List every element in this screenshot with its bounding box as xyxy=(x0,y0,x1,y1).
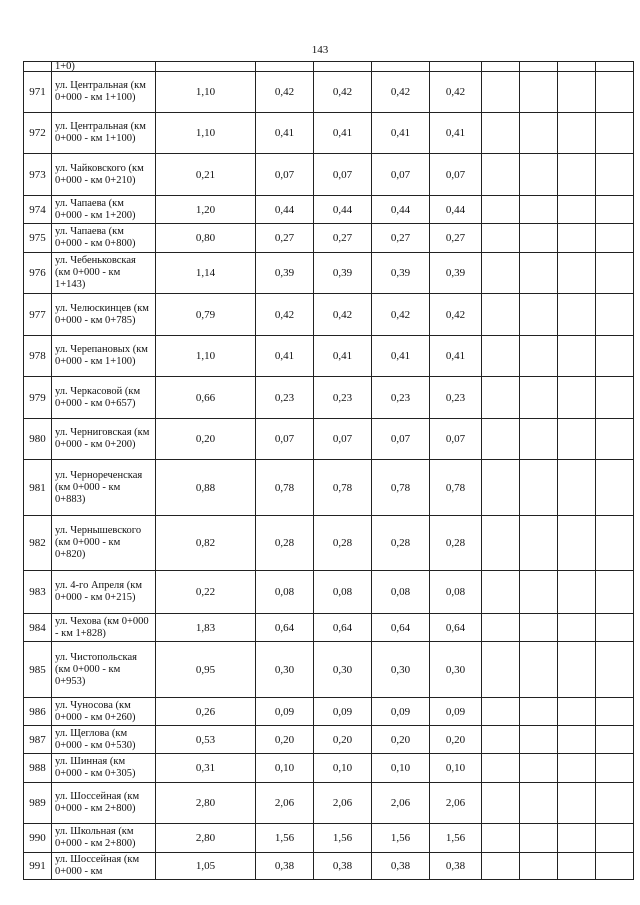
empty-cell xyxy=(482,377,520,419)
row-number: 990 xyxy=(24,824,52,853)
empty-cell xyxy=(596,419,634,460)
value-cell: 0,07 xyxy=(314,419,372,460)
value-cell: 0,41 xyxy=(372,336,430,377)
length-value: 0,66 xyxy=(156,377,256,419)
row-number: 976 xyxy=(24,253,52,294)
length-value: 1,14 xyxy=(156,253,256,294)
value-cell: 0,28 xyxy=(430,516,482,571)
value-cell: 2,06 xyxy=(314,783,372,824)
value-cell: 0,42 xyxy=(372,294,430,336)
value-cell: 1,56 xyxy=(314,824,372,853)
table-row xyxy=(24,377,634,419)
empty-cell xyxy=(520,726,558,754)
table-row xyxy=(24,824,634,853)
table-row xyxy=(24,253,634,294)
row-number: 975 xyxy=(24,224,52,253)
empty-cell xyxy=(596,824,634,853)
empty-cell xyxy=(482,571,520,614)
empty-cell xyxy=(558,72,596,113)
row-number: 978 xyxy=(24,336,52,377)
value-cell: 0,27 xyxy=(430,224,482,253)
row-number: 972 xyxy=(24,113,52,154)
empty-cell xyxy=(482,419,520,460)
table-cell xyxy=(314,62,372,72)
page-number: 143 xyxy=(311,44,329,56)
street-name: ул. Чапаева (км 0+000 - км 1+200) xyxy=(52,196,156,224)
empty-cell xyxy=(558,460,596,516)
length-value: 1,10 xyxy=(156,113,256,154)
value-cell: 0,30 xyxy=(314,642,372,698)
empty-cell xyxy=(596,294,634,336)
value-cell: 0,42 xyxy=(256,72,314,113)
value-cell: 0,30 xyxy=(430,642,482,698)
value-cell: 0,23 xyxy=(256,377,314,419)
empty-cell xyxy=(520,154,558,196)
length-value: 2,80 xyxy=(156,783,256,824)
table-row xyxy=(24,419,634,460)
value-cell: 0,38 xyxy=(256,853,314,880)
value-cell: 0,20 xyxy=(430,726,482,754)
row-number: 979 xyxy=(24,377,52,419)
street-name: ул. Чернышевского (км 0+000 - км 0+820) xyxy=(52,516,156,571)
empty-cell xyxy=(482,253,520,294)
table-row xyxy=(24,113,634,154)
empty-cell xyxy=(520,783,558,824)
value-cell: 0,39 xyxy=(314,253,372,294)
value-cell: 0,38 xyxy=(372,853,430,880)
table-cell xyxy=(558,62,596,72)
street-name: ул. Чехова (км 0+000 - км 1+828) xyxy=(52,614,156,642)
table-row xyxy=(24,196,634,224)
table-row xyxy=(24,571,634,614)
length-value: 1,20 xyxy=(156,196,256,224)
table-row xyxy=(24,460,634,516)
row-number: 991 xyxy=(24,853,52,880)
empty-cell xyxy=(596,113,634,154)
street-name: ул. Чапаева (км 0+000 - км 0+800) xyxy=(52,224,156,253)
empty-cell xyxy=(596,783,634,824)
length-value: 0,26 xyxy=(156,698,256,726)
empty-cell xyxy=(558,516,596,571)
row-number: 989 xyxy=(24,783,52,824)
value-cell: 0,07 xyxy=(430,154,482,196)
length-value: 0,21 xyxy=(156,154,256,196)
street-name: ул. Шоссейная (км 0+000 - км 2+800) xyxy=(52,783,156,824)
street-name: ул. Чайковского (км 0+000 - км 0+210) xyxy=(52,154,156,196)
street-name: ул. Шоссейная (км 0+000 - км xyxy=(52,853,156,880)
empty-cell xyxy=(558,377,596,419)
value-cell: 0,07 xyxy=(256,419,314,460)
value-cell: 0,10 xyxy=(314,754,372,783)
row-number: 983 xyxy=(24,571,52,614)
empty-cell xyxy=(520,516,558,571)
row-number: 980 xyxy=(24,419,52,460)
length-value: 1,10 xyxy=(156,336,256,377)
value-cell: 2,06 xyxy=(430,783,482,824)
value-cell: 0,44 xyxy=(430,196,482,224)
empty-cell xyxy=(596,571,634,614)
empty-cell xyxy=(520,419,558,460)
value-cell: 0,23 xyxy=(314,377,372,419)
empty-cell xyxy=(520,294,558,336)
table-row xyxy=(24,72,634,113)
value-cell: 0,41 xyxy=(314,336,372,377)
value-cell: 0,44 xyxy=(314,196,372,224)
value-cell: 0,28 xyxy=(372,516,430,571)
empty-cell xyxy=(482,224,520,253)
value-cell: 0,42 xyxy=(430,294,482,336)
empty-cell xyxy=(596,460,634,516)
value-cell: 0,08 xyxy=(256,571,314,614)
value-cell: 0,38 xyxy=(314,853,372,880)
value-cell: 0,42 xyxy=(256,294,314,336)
table-cell xyxy=(596,62,634,72)
value-cell: 0,20 xyxy=(314,726,372,754)
table-row xyxy=(24,853,634,880)
value-cell: 0,39 xyxy=(372,253,430,294)
value-cell: 0,42 xyxy=(314,294,372,336)
street-name: ул. Чистопольская (км 0+000 - км 0+953) xyxy=(52,642,156,698)
value-cell: 0,41 xyxy=(256,336,314,377)
value-cell: 0,41 xyxy=(430,113,482,154)
value-cell: 0,07 xyxy=(430,419,482,460)
empty-cell xyxy=(482,698,520,726)
value-cell: 0,08 xyxy=(372,571,430,614)
street-name: ул. Черкасовой (км 0+000 - км 0+657) xyxy=(52,377,156,419)
length-value: 0,31 xyxy=(156,754,256,783)
row-number: 977 xyxy=(24,294,52,336)
empty-cell xyxy=(520,113,558,154)
empty-cell xyxy=(596,377,634,419)
value-cell: 0,27 xyxy=(372,224,430,253)
empty-cell xyxy=(596,253,634,294)
value-cell: 0,07 xyxy=(314,154,372,196)
row-number: 985 xyxy=(24,642,52,698)
empty-cell xyxy=(558,614,596,642)
empty-cell xyxy=(596,72,634,113)
empty-cell xyxy=(482,853,520,880)
empty-cell xyxy=(520,72,558,113)
empty-cell xyxy=(482,460,520,516)
street-name: ул. Чернореченская (км 0+000 - км 0+883) xyxy=(52,460,156,516)
value-cell: 2,06 xyxy=(256,783,314,824)
empty-cell xyxy=(596,516,634,571)
empty-cell xyxy=(558,294,596,336)
value-cell: 0,08 xyxy=(314,571,372,614)
empty-cell xyxy=(558,783,596,824)
empty-cell xyxy=(520,824,558,853)
length-value: 0,20 xyxy=(156,419,256,460)
value-cell: 0,20 xyxy=(256,726,314,754)
street-name: ул. Щеглова (км 0+000 - км 0+530) xyxy=(52,726,156,754)
street-name: ул. Шинная (км 0+000 - км 0+305) xyxy=(52,754,156,783)
empty-cell xyxy=(558,336,596,377)
table-cell xyxy=(520,62,558,72)
value-cell: 0,30 xyxy=(256,642,314,698)
length-value: 0,88 xyxy=(156,460,256,516)
value-cell: 0,09 xyxy=(314,698,372,726)
table-row xyxy=(24,642,634,698)
empty-cell xyxy=(558,419,596,460)
street-name: ул. Челюскинцев (км 0+000 - км 0+785) xyxy=(52,294,156,336)
table-row xyxy=(24,336,634,377)
row-number: 974 xyxy=(24,196,52,224)
empty-cell xyxy=(558,853,596,880)
length-value: 0,80 xyxy=(156,224,256,253)
value-cell: 0,08 xyxy=(430,571,482,614)
empty-cell xyxy=(520,571,558,614)
empty-cell xyxy=(558,824,596,853)
empty-cell xyxy=(596,853,634,880)
empty-cell xyxy=(596,224,634,253)
empty-cell xyxy=(596,698,634,726)
table-row xyxy=(24,783,634,824)
empty-cell xyxy=(558,726,596,754)
empty-cell xyxy=(558,224,596,253)
value-cell: 1,56 xyxy=(372,824,430,853)
empty-cell xyxy=(482,336,520,377)
empty-cell xyxy=(482,516,520,571)
value-cell: 0,44 xyxy=(256,196,314,224)
empty-cell xyxy=(482,726,520,754)
table-row xyxy=(24,614,634,642)
value-cell: 0,64 xyxy=(430,614,482,642)
value-cell: 0,41 xyxy=(430,336,482,377)
value-cell: 0,38 xyxy=(430,853,482,880)
empty-cell xyxy=(558,154,596,196)
empty-cell xyxy=(520,754,558,783)
empty-cell xyxy=(596,154,634,196)
length-value: 1,83 xyxy=(156,614,256,642)
table-body xyxy=(24,62,634,880)
value-cell: 0,42 xyxy=(430,72,482,113)
length-value: 1,05 xyxy=(156,853,256,880)
value-cell: 0,09 xyxy=(256,698,314,726)
table-row xyxy=(24,224,634,253)
table-row xyxy=(24,726,634,754)
value-cell: 0,20 xyxy=(372,726,430,754)
value-cell: 0,78 xyxy=(256,460,314,516)
row-number: 973 xyxy=(24,154,52,196)
value-cell: 0,64 xyxy=(256,614,314,642)
empty-cell xyxy=(482,196,520,224)
road-table xyxy=(23,61,634,880)
value-cell: 0,23 xyxy=(372,377,430,419)
street-name: ул. Центральная (км 0+000 - км 1+100) xyxy=(52,72,156,113)
value-cell: 0,07 xyxy=(372,154,430,196)
empty-cell xyxy=(520,460,558,516)
row-number: 971 xyxy=(24,72,52,113)
empty-cell xyxy=(520,614,558,642)
empty-cell xyxy=(520,377,558,419)
value-cell: 0,64 xyxy=(314,614,372,642)
empty-cell xyxy=(558,698,596,726)
empty-cell xyxy=(596,196,634,224)
empty-cell xyxy=(520,253,558,294)
table-row xyxy=(24,516,634,571)
table-row xyxy=(24,294,634,336)
value-cell: 0,10 xyxy=(430,754,482,783)
empty-cell xyxy=(596,614,634,642)
street-name: ул. Черепановых (км 0+000 - км 1+100) xyxy=(52,336,156,377)
street-name: ул. 4-го Апреля (км 0+000 - км 0+215) xyxy=(52,571,156,614)
row-number: 984 xyxy=(24,614,52,642)
empty-cell xyxy=(558,571,596,614)
empty-cell xyxy=(558,253,596,294)
value-cell: 0,10 xyxy=(372,754,430,783)
table-row xyxy=(24,754,634,783)
value-cell: 0,78 xyxy=(372,460,430,516)
empty-cell xyxy=(558,642,596,698)
length-value: 0,22 xyxy=(156,571,256,614)
table-cell xyxy=(430,62,482,72)
value-cell: 0,39 xyxy=(430,253,482,294)
value-cell: 0,28 xyxy=(256,516,314,571)
length-value: 0,53 xyxy=(156,726,256,754)
value-cell: 0,07 xyxy=(372,419,430,460)
row-number: 981 xyxy=(24,460,52,516)
empty-cell xyxy=(558,754,596,783)
table-cell xyxy=(482,62,520,72)
value-cell: 0,10 xyxy=(256,754,314,783)
value-cell: 2,06 xyxy=(372,783,430,824)
empty-cell xyxy=(482,72,520,113)
empty-cell xyxy=(520,698,558,726)
row-number: 986 xyxy=(24,698,52,726)
length-value: 2,80 xyxy=(156,824,256,853)
empty-cell xyxy=(482,294,520,336)
table-cell xyxy=(372,62,430,72)
continuation-text: 1+0) xyxy=(52,62,156,72)
value-cell: 0,78 xyxy=(314,460,372,516)
value-cell: 0,44 xyxy=(372,196,430,224)
value-cell: 0,41 xyxy=(372,113,430,154)
street-name: ул. Чуносова (км 0+000 - км 0+260) xyxy=(52,698,156,726)
value-cell: 0,39 xyxy=(256,253,314,294)
empty-cell xyxy=(482,824,520,853)
empty-cell xyxy=(520,196,558,224)
street-name: ул. Центральная (км 0+000 - км 1+100) xyxy=(52,113,156,154)
length-value: 0,82 xyxy=(156,516,256,571)
empty-cell xyxy=(482,154,520,196)
value-cell: 0,41 xyxy=(256,113,314,154)
street-name: ул. Школьная (км 0+000 - км 2+800) xyxy=(52,824,156,853)
value-cell: 0,23 xyxy=(430,377,482,419)
value-cell: 0,42 xyxy=(372,72,430,113)
empty-cell xyxy=(482,642,520,698)
empty-cell xyxy=(520,642,558,698)
length-value: 0,79 xyxy=(156,294,256,336)
length-value: 1,10 xyxy=(156,72,256,113)
row-number: 982 xyxy=(24,516,52,571)
empty-cell xyxy=(596,336,634,377)
empty-cell xyxy=(520,853,558,880)
table-row xyxy=(24,698,634,726)
street-name: ул. Чебеньковская (км 0+000 - км 1+143) xyxy=(52,253,156,294)
street-name: ул. Черниговская (км 0+000 - км 0+200) xyxy=(52,419,156,460)
empty-cell xyxy=(520,336,558,377)
value-cell: 0,41 xyxy=(314,113,372,154)
empty-cell xyxy=(482,614,520,642)
empty-cell xyxy=(558,196,596,224)
value-cell: 0,27 xyxy=(256,224,314,253)
value-cell: 0,27 xyxy=(314,224,372,253)
value-cell: 0,28 xyxy=(314,516,372,571)
continuation-row xyxy=(24,62,634,72)
length-value: 0,95 xyxy=(156,642,256,698)
value-cell: 0,09 xyxy=(430,698,482,726)
table-row xyxy=(24,154,634,196)
value-cell: 0,09 xyxy=(372,698,430,726)
value-cell: 0,64 xyxy=(372,614,430,642)
empty-cell xyxy=(596,726,634,754)
value-cell: 1,56 xyxy=(256,824,314,853)
empty-cell xyxy=(482,783,520,824)
empty-cell xyxy=(482,754,520,783)
empty-cell xyxy=(596,754,634,783)
empty-cell xyxy=(558,113,596,154)
table-cell xyxy=(256,62,314,72)
empty-cell xyxy=(596,642,634,698)
row-number: 988 xyxy=(24,754,52,783)
value-cell: 0,07 xyxy=(256,154,314,196)
table-cell xyxy=(24,62,52,72)
value-cell: 0,30 xyxy=(372,642,430,698)
value-cell: 0,78 xyxy=(430,460,482,516)
row-number: 987 xyxy=(24,726,52,754)
empty-cell xyxy=(482,113,520,154)
value-cell: 1,56 xyxy=(430,824,482,853)
value-cell: 0,42 xyxy=(314,72,372,113)
empty-cell xyxy=(520,224,558,253)
table-cell xyxy=(156,62,256,72)
